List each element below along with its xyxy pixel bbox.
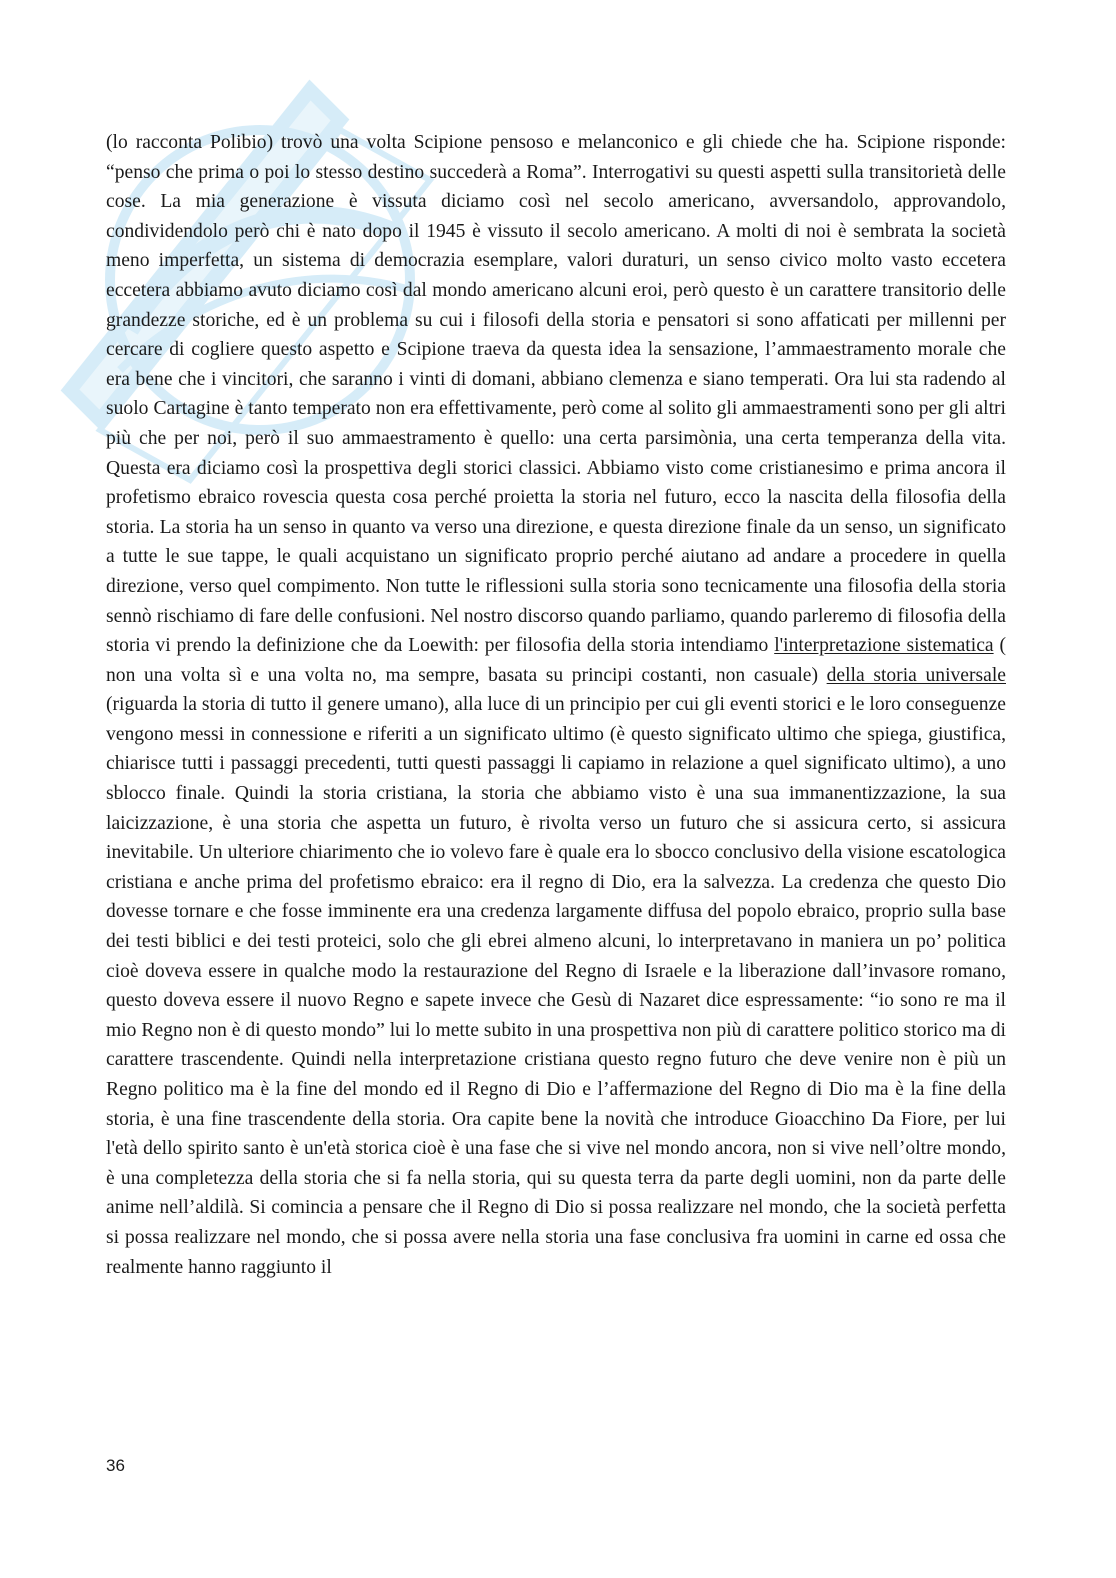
underlined-term-interpretazione: l'interpretazione sistematica (774, 635, 994, 657)
paragraph-part-1: (lo racconta Polibio) trovò una volta Scipione pensoso e melanconico e gli chiede che ha. Scipione risponde: “penso che prima o poi lo stesso destino succederà a Roma”. Interrogativi su questi aspetti sulla transitorietà delle cose. La mia generazione è vissuta diciamo così nel secolo americano, avversandolo, approvandolo, condividendolo però chi è nato dopo il 1945 è vissuto il secolo americano. A molti di noi è sembrata la società meno imperfetta, un sistema di democrazia esemplare, valori duraturi, un senso civico molto vasto eccetera eccetera abbiamo avuto diciamo così dal mondo americano alcuni eroi, però questo è un carattere transitorio delle grandezze storiche, ed è un problema su cui i filosofi della storia e pensatori si sono affaticati per millenni per cercare di cogliere questo aspetto e Scipione traeva da questa idea la sensazione, l’ammaestramento morale che era bene che i vincitori, che saranno i vinti di domani, abbiano clemenza e siano temperati. Ora lui sta radendo al suolo Cartagine è tanto temperato non era effettivamente, però come al solito gli ammaestramenti sono per gli altri più che per noi, però il suo ammaestramento è quello: una certa parsimònia, una certa temperanza della vita. Questa era diciamo così la prospettiva degli storici classici. Abbiamo visto come cristianesimo e prima ancora il profetismo ebraico rovescia questa cosa perché proietta la storia nel futuro, ecco la nascita della filosofia della storia. La storia ha un senso in quanto va verso una direzione, e questa direzione finale da un senso, un significato a tutte le sue tappe, le quali acquistano un significato proprio perché aiutano ad andare a procedere in quella direzione, verso quel compimento. Non tutte le riflessioni sulla storia sono tecnicamente una filosofia della storia sennò rischiamo di fare delle confusioni. Nel nostro discorso quando parliamo, quando parleremo di filosofia della storia vi prendo la definizione che da Loewith: per filosofia della storia intendiamo (106, 132, 1006, 657)
underlined-term-storia-universale: della storia universale (826, 664, 1006, 686)
paragraph-part-3: (riguarda la storia di tutto il genere umano), alla luce di un principio per cui gli eventi storici e le loro conseguenze vengono messi in connessione e riferiti a un significato ultimo (è questo significato ultimo che spiega, giustifica, chiarisce tutti i passaggi precedenti, tutti questi passaggi li capiamo in relazione a quel significato ultimo), a uno sblocco finale. Quindi la storia cristiana, la storia che abbiamo visto è una sua immanentizzazione, la sua laicizzazione, è una storia che aspetta un futuro, è rivolta verso un futuro che si assicura certo, si assicura inevitabile. Un ulteriore chiarimento che io volevo fare è quale era lo sbocco conclusivo della visione escatologica cristiana e anche prima del profetismo ebraico: era il regno di Dio, era la salvezza. La credenza che questo Dio dovesse tornare e che fosse imminente era una credenza largamente diffusa del popolo ebraico, proprio sulla base dei testi biblici e dei testi proteici, solo che gli ebrei almeno alcuni, lo interpretavano in maniera un po’ politica cioè doveva essere in qualche modo la restaurazione del Regno di Israele e la liberazione dall’invasore romano, questo doveva essere il nuovo Regno e sapete invece che Gesù di Nazaret dice espressamente: “io sono re ma il mio Regno non è di questo mondo” lui lo mette subito in una prospettiva non più di carattere politico storico ma di carattere trascendente. Quindi nella interpretazione cristiana questo regno futuro che deve venire non è più un Regno politico ma è la fine del mondo ed il Regno di Dio e l’affermazione del Regno di Dio ma è la fine della storia, è una fine trascendente della storia. Ora capite bene la novità che introduce Gioacchino Da Fiore, per lui l'età dello spirito santo è un'età storica cioè è una fase che si vive nel mondo ancora, non si vive nell’oltre mondo, è una completezza della storia che si fa nella storia, qui su questa terra da parte degli uomini, non da parte delle anime nell’aldilà. Si comincia a pensare che il Regno di Dio si possa realizzare nel mondo, che la società perfetta si possa realizzare nel mondo, che si possa avere nella storia una fase conclusiva fra uomini in carne ed ossa che realmente hanno raggiunto il (106, 694, 1006, 1278)
page-number: 36 (106, 1456, 125, 1475)
paragraph-part-2: ( non una volta sì e una volta no, ma sempre, basata su principi costanti, non casuale) (106, 635, 1006, 686)
main-paragraph (106, 128, 1006, 1282)
